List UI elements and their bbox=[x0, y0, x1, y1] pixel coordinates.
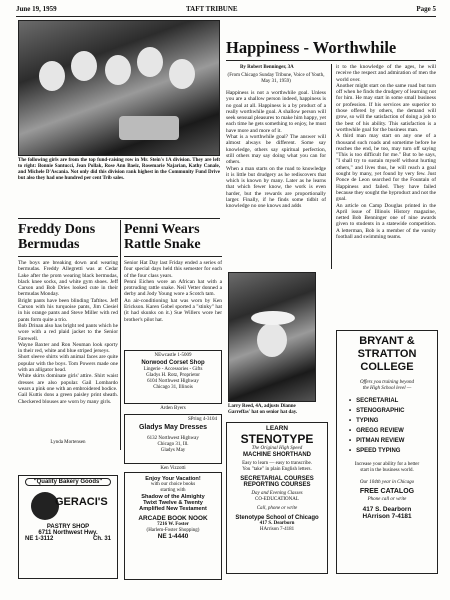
happiness-byline: By Robert Benninger, 3A bbox=[240, 65, 294, 70]
arcade-name: ARCADE BOOK NOOK bbox=[138, 515, 208, 522]
bryant-intro2: the High School level — bbox=[362, 386, 412, 391]
section-rule bbox=[18, 218, 220, 219]
issue-date: June 19, 1959 bbox=[16, 5, 57, 13]
stenotype-classes1: Day and Evening Classes bbox=[251, 491, 303, 496]
stenotype-classes2: CO-EDUCATIONAL bbox=[255, 497, 299, 502]
gladys-ad bbox=[124, 414, 222, 464]
stenotype-address: 417 S. Dearborn bbox=[259, 521, 295, 526]
bryant-course: • TYPING bbox=[349, 416, 437, 426]
bryant-ad bbox=[336, 330, 438, 574]
column-divider bbox=[120, 220, 121, 450]
bryant-catalog: FREE CATALOG bbox=[359, 488, 415, 495]
stenotype-sub: The Original High Speed bbox=[251, 446, 303, 451]
hat-day-photo bbox=[228, 272, 316, 402]
bryant-address: 417 S. Dearborn bbox=[362, 506, 412, 513]
penni-body: Senior Hat Day last Friday ended a series of four special days held this semester for each of the four class years. Penni Eichen wore an African hat with a protruding rattle snake. Neil Vetter donned a derby and Jody Young wore a Scotch tam. An air-conditioning hat was worn by Ken Erickson. Karen Gobel sported a "stinky" hat (it had skunks on it.) Sue Willers wore her brother's pilot hat. bbox=[124, 260, 222, 323]
bryant-text2: start in the business world. bbox=[360, 468, 414, 473]
stenotype-courses1: SECRETARIAL COURSES bbox=[240, 476, 314, 482]
stenotype-text2: You "take" in plain English letters. bbox=[242, 467, 312, 472]
gladys-line3: Gladys May bbox=[160, 448, 186, 453]
freddy-rule bbox=[18, 256, 118, 257]
arcade-phone: NE 1-4440 bbox=[157, 533, 189, 540]
top-photo bbox=[18, 20, 220, 156]
stenotype-line1: LEARN bbox=[265, 425, 288, 432]
bakery-name: GERACI'S bbox=[55, 496, 108, 508]
stenotype-text1: Easy to learn — easy to transcribe. bbox=[242, 461, 312, 466]
freddy-signoff: Lynda Mortensen bbox=[50, 440, 86, 445]
penni-rule bbox=[124, 256, 222, 257]
arcade-address: 7216 W. Foster bbox=[157, 522, 189, 527]
bryant-call: Phone call or write bbox=[367, 497, 407, 502]
bryant-course: • STENOGRAPHIC bbox=[349, 406, 437, 416]
header-rule bbox=[16, 16, 436, 17]
norwood-line3: 6104 Northwest Highway bbox=[147, 379, 199, 384]
bryant-title1: BRYANT & bbox=[359, 335, 415, 347]
penni-headline bbox=[124, 222, 222, 252]
bryant-course-list bbox=[337, 396, 437, 456]
gladys-line1: 6132 Northwest Highway bbox=[147, 436, 199, 441]
freddy-headline-line2: Bermudas bbox=[18, 237, 80, 252]
arcade-sub: (Harlem-Foster Shopping) bbox=[146, 528, 200, 533]
bryant-course: • PITMAN REVIEW bbox=[349, 436, 437, 446]
arcade-line5: Twixt Twelve & Twenty bbox=[143, 500, 203, 506]
arcade-line2: with our choice books bbox=[150, 482, 196, 487]
norwood-line4: Chicago 31, Illinois bbox=[153, 385, 193, 390]
stenotype-school: Stenotype School of Chicago bbox=[235, 515, 319, 521]
freddy-headline-line1: Freddy Dons bbox=[18, 222, 96, 237]
norwood-phone: NEwcastle 1-5009 bbox=[154, 353, 192, 358]
page-number: Page 5 bbox=[416, 5, 436, 13]
happiness-rule bbox=[226, 60, 436, 61]
norwood-ad bbox=[124, 350, 222, 404]
penni-headline-line1: Penni Wears bbox=[124, 222, 200, 237]
freddy-body: The boys are breaking down and wearing bermudas. Freddy Allegretti was at Cedar Lake after the prom wearing black bermudas, black knee socks, and white gym shoes. Jeff Carson and Bob Dries looked cute in their bermudas Monday. Bright pants have been blinding Taftites. Jeff Carson with his turquoise pants, Jim Ciesiel in his orange pants and Steve Miller with red pants form quite a trio. Bob Drinan also has bright red pants which he wore with a red plaid jacket to the Senior Farewell. Wayne Baxter and Ron Neuman look sporty in their red, white and blue striped jerseys. Short sleeve shirts with animal faces are quite popular with the boys. Tom Powers made one with an alligator head. White skirts dominate girls' attire. Shirt waist dresses are also popular. Gail Lombardo wears a pink one with an embroidered bodice. Gail Kuttis dons a green paisley print sheath. Checkered blouses are worn by many girls. bbox=[18, 260, 118, 405]
happiness-col1: Happiness is not a worthwhile goal. Unless you are a shallow person indeed, happiness is no goal at all. Happiness is a by product of a really worthwhile goal. A shallow person will seek sensual pleasures to make him happy, yet each time he gets something to enjoy, he must have more and more of it. What is a worthwhile goal? The answer will almost always be different. Some say knowledge, others say spiritual perfection, still others may say doing what you can for others. When a man starts on the road to knowledge it is little but drudgery as he rediscovers that which is known by many. Later as he learns that which fewer know, the work is even harder, but the rewards are proportionally larger. Finally, if he finds some tidbit of knowledge no one knows and adds bbox=[226, 90, 326, 210]
arcade-line1: Enjoy Your Vacation! bbox=[145, 476, 201, 482]
stenotype-courses2: REPORTING COURSES bbox=[243, 482, 311, 488]
bryant-title3: COLLEGE bbox=[360, 361, 414, 373]
stenotype-machine: MACHINE SHORTHAND bbox=[243, 452, 311, 458]
bakery-tagline: "Quality Bakery Goods" bbox=[25, 478, 111, 486]
masthead: TAFT TRIBUNE bbox=[186, 5, 238, 13]
page-header bbox=[16, 5, 436, 15]
stenotype-ad bbox=[226, 422, 328, 574]
bakery-line2: 6711 Northwest Hwy. bbox=[38, 530, 98, 536]
bryant-intro1: Offers you training beyond bbox=[359, 380, 415, 385]
arcade-line3: starting with bbox=[160, 488, 186, 493]
stenotype-phone: HArrison 7-4181 bbox=[259, 527, 295, 532]
bryant-course: • SECRETARIAL bbox=[349, 396, 437, 406]
bryant-course: • SPEED TYPING bbox=[349, 446, 437, 456]
happiness-divider bbox=[331, 64, 332, 269]
bakery-line1: PASTRY SHOP bbox=[46, 524, 90, 530]
happiness-headline: Happiness - Worthwhile bbox=[226, 38, 397, 57]
gladys-line2: Chicago 31, Ill. bbox=[157, 442, 189, 447]
norwood-line1: Lingerie - Accessories - Gifts bbox=[143, 367, 203, 372]
bakery-phone-right: Ch. 31 bbox=[92, 536, 111, 542]
bryant-text1: Increase your ability for a better bbox=[354, 462, 420, 467]
bakery-logo bbox=[19, 490, 117, 524]
penni-signoff1: Arden Byers bbox=[160, 406, 186, 411]
bryant-course: • GREGG REVIEW bbox=[349, 426, 437, 436]
stenotype-name: STENOTYPE bbox=[240, 432, 314, 446]
bryant-year: Our 104th year in Chicago bbox=[359, 480, 415, 485]
bakery-phone-left: NE 1-3112 bbox=[25, 536, 54, 542]
bryant-title2: STRATTON bbox=[357, 348, 417, 360]
freddy-headline bbox=[18, 222, 118, 252]
happiness-col2: it to the knowledge of the ages, he will receive the respect and admiration of men the world over. Another might start on the same road but turn off when he finds the drudgery of learning not for him. He may start in some small business or profession. If his services are superior to those offered by others, the demand will grow, so will the satisfaction of doing a job to the best of his ability. This satisfaction is a worthwhile goal for the business man. A third man may start on any one of a thousand such roads and sometime before he reaches the end, he too, may turn off saying "This is too difficult for me." But to be says, "I shall try to sustain myself without hurting others," and lives thus, he will reach a goal sought by many, yet found by very few. Just Ponce de Leon searched for the Fountain of Happiness and failed. They have failed because they sought the byproduct and not the goal. An article on Camp Douglas printed in the April issue of Illinois History magazine, netted Bob Benninger one of nine awards given to students in a statewide competition. A letterman, Bob is a member of the varsity football and swimming teams. bbox=[336, 64, 436, 241]
arcade-ad bbox=[124, 472, 222, 580]
hat-day-caption: Larry Reed, 4A, adjusts Dianne Garreffas' hat on senior hat day. bbox=[228, 404, 298, 415]
bakery-ad bbox=[18, 475, 118, 579]
norwood-line2: Gladys H. Rotz, Proprietor bbox=[146, 373, 200, 378]
arcade-line4: Shadow of the Almighty bbox=[141, 494, 205, 500]
happiness-source: (From Chicago Sunday Tribune, Voice of Youth, May 31, 1959) bbox=[227, 73, 325, 84]
penni-headline-line2: Rattle Snake bbox=[124, 237, 201, 252]
gladys-phone: SPring 4-3104 bbox=[187, 417, 217, 422]
bakery-phones bbox=[19, 536, 117, 542]
norwood-name: Norwood Corset Shop bbox=[141, 360, 205, 366]
gladys-name: Gladys May Dresses bbox=[138, 424, 208, 431]
stenotype-call: Call, phone or write bbox=[256, 506, 298, 511]
top-photo-caption: The following girls are from the top fund-raising row in Mr. Stein's 1A division. They are left to right: Bonnie Santucci, Jean Pollak, Rose Ann Baeiz, Rosemarie Najarian, Kathy Canale, and Michele D'Ascania. Not only did this division rank highest in the Community Fund Drive but also they had one hundred per cent Trib sales. bbox=[18, 158, 220, 181]
arcade-line6: Amplified New Testament bbox=[139, 506, 207, 512]
bryant-phone: HArrison 7-4181 bbox=[362, 513, 412, 520]
penni-signoff2: Ken Vizzotti bbox=[160, 466, 186, 471]
